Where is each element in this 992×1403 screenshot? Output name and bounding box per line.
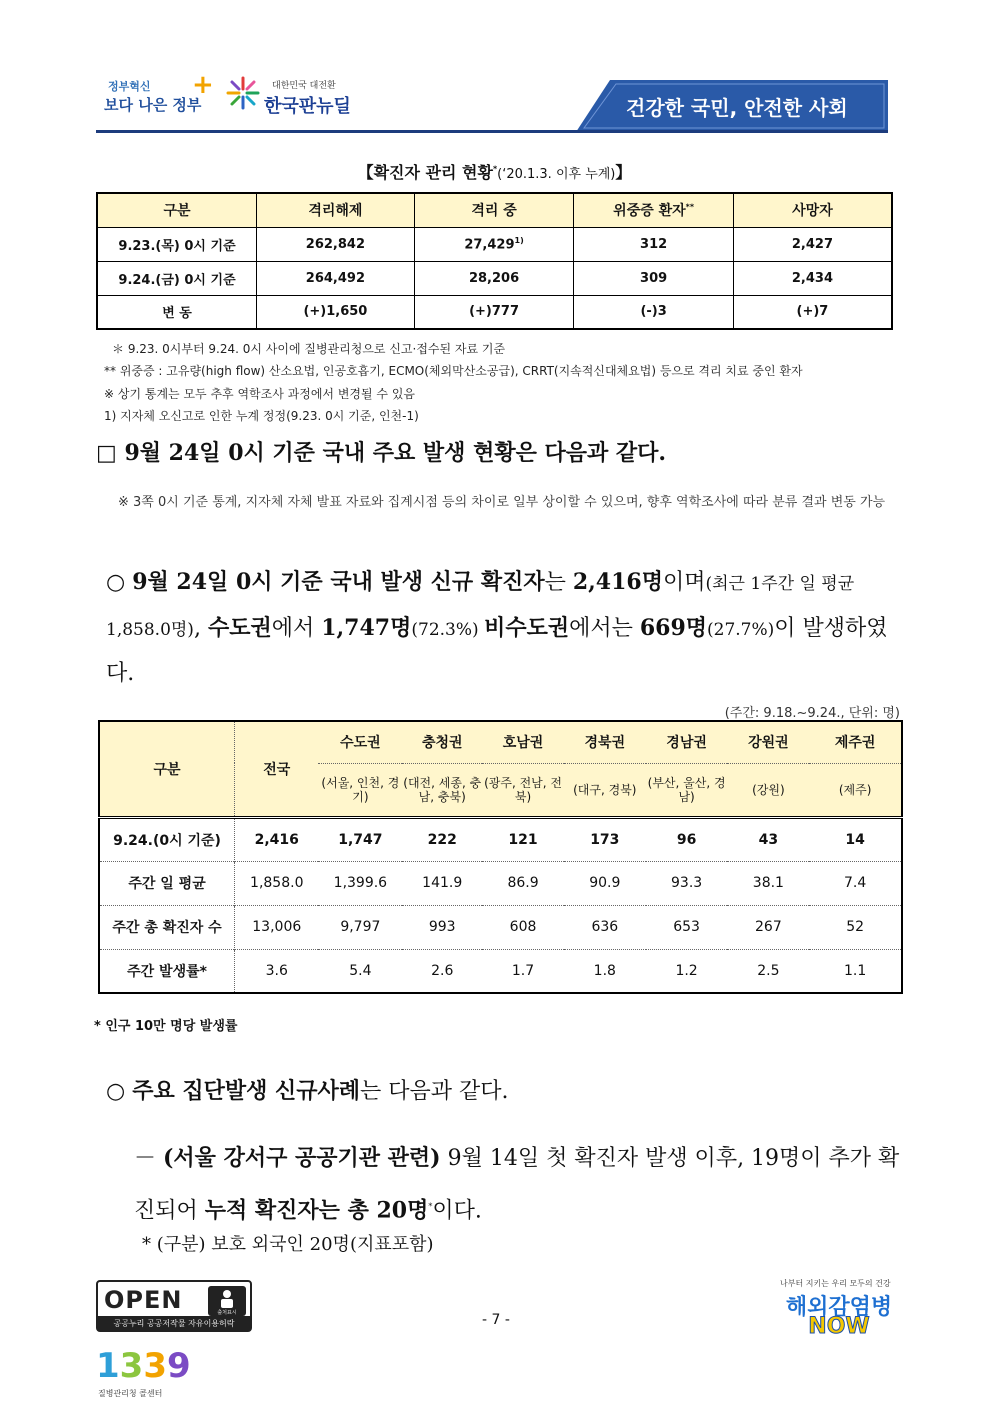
cell: 1,747 [318,817,402,861]
now-title: 해외감염병 [785,1295,893,1320]
cluster-intro [106,1074,509,1105]
region-sub: (강원) [727,763,809,817]
digit: 1 [96,1346,120,1386]
region-sub: (제주) [809,763,902,817]
cluster-case [134,1134,904,1235]
cell: 264,492 [257,261,415,295]
cell: 173 [564,817,646,861]
cell: 1.1 [809,949,902,993]
cell: 993 [402,905,482,949]
cluster-intro-bold: 주요 집단발생 신규사례 [132,1078,361,1104]
p7: 수도권 [207,615,272,641]
gov-innovation-logo [104,72,212,118]
now-tagline: 나부터 지키는 우리 모두의 건강 [780,1279,891,1288]
cell: 2,427 [733,227,892,261]
overseas-infection-now-logo [774,1278,904,1338]
cell: 141.9 [402,861,482,905]
section-note: ※ 3쪽 0시 기준 통계, 지자체 자체 발표 자료와 집계시점 등의 차이로 일부 상이할 수 있으며, 향후 역학조사에 따라 분류 결과 변동 가능 [118,495,886,510]
cell: 3.6 [235,949,319,993]
p9: 1,747명 [321,615,412,641]
cluster-case-text2: 이다. [432,1198,482,1224]
call-caption: 질병관리청 콜센터 [98,1389,163,1398]
cell: 1,399.6 [318,861,402,905]
cell: (-)3 [574,295,734,329]
logo-line2: 보다 나은 정부 [104,96,202,114]
cell: (+)7 [733,295,892,329]
row-label: 9.23.(목) 0시 기준 [97,227,257,261]
cell: 1.7 [482,949,564,993]
bullet: ○ [106,1079,126,1104]
banner-slogan: 건강한 국민, 안전한 사회 [626,96,848,120]
table1-note: ※ 상기 통계는 모두 추후 역학조사 과정에서 변경될 수 있음 [104,387,416,401]
table1-title-end: 】 [615,163,632,182]
table1-note: 1) 지자체 오신고로 인한 누계 정정(9.23. 0시 기준, 인천-1) [104,409,419,423]
page-number: - 7 - [482,1312,510,1328]
p12: 에서는 [569,616,640,641]
p4: 이며 [662,570,706,595]
person-icon [208,1286,246,1316]
cell: 14 [809,817,902,861]
col-total: 전국 [235,721,319,817]
p1: 9월 24일 0시 기준 국내 발생 신규 확진자 [132,569,545,595]
region-name: 수도권 [318,721,402,763]
region-header-row [99,721,902,763]
section-heading: □ 9월 24일 0시 기준 국내 주요 발생 현황은 다음과 같다. [96,440,667,466]
logo2-line2: 한국판뉴딜 [264,96,351,117]
logo-line1: 정부혁신 [108,80,151,93]
p3: 2,416명 [572,569,663,595]
table-row [99,861,902,905]
region-name: 호남권 [482,721,564,763]
cell: 608 [482,905,564,949]
p14: (27.7%) [707,620,775,640]
region-name: 충청권 [402,721,482,763]
table1-title-main: 【확진자 관리 현황 [357,163,493,182]
digit: 3 [119,1346,144,1386]
region-name: 강원권 [727,721,809,763]
korean-new-deal-logo [226,72,366,118]
attribution-icon [208,1286,246,1316]
region-sub: (대구, 경북) [564,763,646,817]
cell: 1,858.0 [235,861,319,905]
cluster-case-note: * (구분) 보호 외국인 20명(지표포함) [142,1234,434,1255]
attribution-caption: 출처표시 [217,1310,237,1316]
cell: 2.5 [727,949,809,993]
table2-footnote: * 인구 10만 명당 발생률 [94,1019,238,1034]
table-row [99,817,902,861]
p13: 669명 [639,615,708,641]
cell: 93.3 [646,861,728,905]
region-name: 제주권 [809,721,902,763]
cell: 636 [564,905,646,949]
region-name: 경북권 [564,721,646,763]
col-header: 사망자 [733,193,892,227]
correction-mark: 1) [514,235,524,245]
patient-management-table [96,192,893,330]
cell: 86.9 [482,861,564,905]
row-label: 주간 총 확진자 수 [99,905,235,949]
row-label: 9.24.(0시 기준) [99,817,235,861]
row-label: 주간 일 평균 [99,861,235,905]
table1-title-sub: (‘20.1.3. 이후 누계) [497,167,616,182]
cell: (+)1,650 [257,295,415,329]
cell: 121 [482,817,564,861]
dash: － [134,1146,157,1171]
cell: (+)777 [414,295,574,329]
cell: 262,842 [257,227,415,261]
table-header-row [97,193,892,227]
call-number [96,1346,191,1386]
logo2-line1: 대한민국 대전환 [272,81,336,91]
cell: 52 [809,905,902,949]
starburst-icon [226,76,260,110]
cell: 7.4 [809,861,902,905]
table1-note: ＊ 9.23. 0시부터 9.24. 0시 사이에 질병관리청으로 신고·접수된 자료 기준 [112,342,506,356]
kdca-call-center-logo [96,1346,206,1398]
kogl-open-badge [96,1280,252,1332]
table-row [99,905,902,949]
unit-note: (주간: 9.18.~9.24., 단위: 명) [724,706,900,721]
plus-icon: + [192,70,214,100]
p2: 는 [544,570,573,595]
region-sub: (광주, 전남, 전북) [482,763,564,817]
cell: 96 [646,817,728,861]
col-header: 격리해제 [257,193,415,227]
bullet: ○ [106,570,126,595]
table-row [97,227,892,261]
regional-cases-table [98,720,903,994]
cell: 2,416 [235,817,319,861]
row-label: 주간 발생률* [99,949,235,993]
table1-note: ** 위중증 : 고유량(high flow) 산소요법, 인공호흡기, ECMO(체외막산소공급), CRRT(지속적신대체요법) 등으로 격리 치료 중인 환자 [104,364,803,378]
open-subtext: 공공누리 공공저작물 자유이용허락 [98,1316,250,1331]
cell: 2.6 [402,949,482,993]
digit: 3 [143,1346,168,1386]
cell: 653 [646,905,728,949]
cell: 13,006 [235,905,319,949]
header-rule [96,130,888,133]
cell: 309 [574,261,734,295]
table-row [97,295,892,329]
p11: 비수도권 [484,615,570,641]
header-mark: ** [685,202,695,212]
col-label: 구분 [99,721,235,817]
cell: 28,206 [414,261,574,295]
cell: 43 [727,817,809,861]
row-label: 변 동 [97,295,257,329]
cell: 222 [402,817,482,861]
col-header [574,193,734,227]
open-word: OPEN [104,1286,183,1314]
p5: (최근 1주간 일 평균 1,858.0명) [106,574,855,640]
cell: 1.2 [646,949,728,993]
p15: 이 발생하였다. [106,616,888,686]
table1-title-mark: * [492,164,498,174]
slogan-banner [576,80,888,132]
region-sub: (서울, 인천, 경기) [318,763,402,817]
region-name: 경남권 [646,721,728,763]
p6: , [193,616,208,641]
now-word: NOW [808,1314,870,1339]
cell: 312 [574,227,734,261]
cluster-case-text1: 9월 14일 첫 확진자 발생 이후, 19명이 추가 확진되어 [134,1146,900,1224]
cell: 1.8 [564,949,646,993]
cluster-case-mark: * [428,1202,433,1211]
table-row [99,949,902,993]
cluster-intro-rest: 는 다음과 같다. [360,1079,509,1104]
region-sub: (대전, 세종, 충남, 충북) [402,763,482,817]
cell: 90.9 [564,861,646,905]
p8: 에서 [271,616,322,641]
cell: 5.4 [318,949,402,993]
col-header: 구분 [97,193,257,227]
cell: 267 [727,905,809,949]
row-label: 9.24.(금) 0시 기준 [97,261,257,295]
cell: 38.1 [727,861,809,905]
cell [414,227,574,261]
cell-value: 27,429 [464,237,515,253]
cluster-case-title: (서울 강서구 공공기관 관련) [163,1145,441,1171]
region-sub: (부산, 울산, 경남) [646,763,728,817]
summary-paragraph [106,560,906,696]
table1-title [96,160,893,183]
cell: 2,434 [733,261,892,295]
digit: 9 [167,1346,191,1386]
col-header-text: 위중증 환자 [613,203,686,220]
p10: (72.3%) [411,620,485,640]
cluster-case-total: 누적 확진자는 총 20명 [204,1197,429,1224]
cell: 9,797 [318,905,402,949]
col-header: 격리 중 [414,193,574,227]
table-row [97,261,892,295]
